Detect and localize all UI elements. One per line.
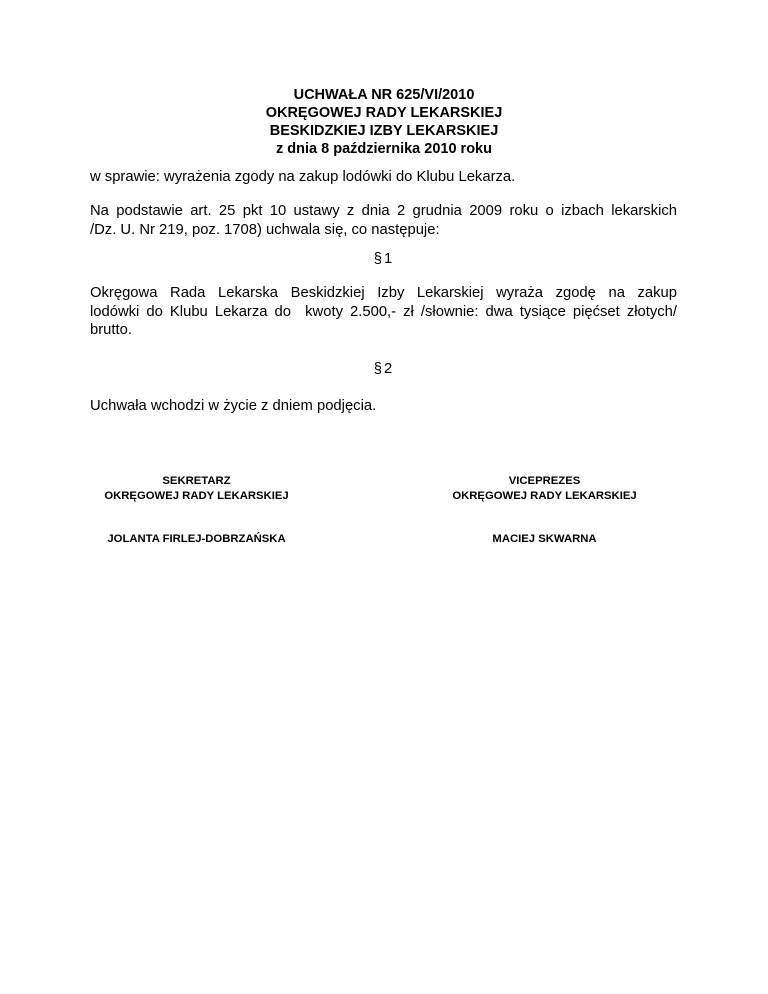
signature-left-name: JOLANTA FIRLEJ-DOBRZAŃSKA <box>107 533 286 545</box>
signature-right <box>438 474 651 547</box>
legal-basis <box>90 202 677 239</box>
section-2-body: Uchwała wchodzi w życie z dniem podjęcia. <box>90 398 377 414</box>
section-1-line-1: Okręgowa Rada Lekarska Beskidzkiej Izby Lekarskiej wyraża zgodę na zakup <box>90 285 677 301</box>
signature-right-name: MACIEJ SKWARNA <box>492 533 597 545</box>
chamber-name: BESKIDZKIEJ IZBY LEKARSKIEJ <box>269 123 499 139</box>
signature-left <box>90 474 303 547</box>
section-1-line-3: brutto. <box>90 322 132 338</box>
signature-right-body: OKRĘGOWEJ RADY LEKARSKIEJ <box>452 489 637 502</box>
resolution-number: UCHWAŁA NR 625/VI/2010 <box>293 87 475 103</box>
legal-basis-line-2: /Dz. U. Nr 219, poz. 1708) uchwala się, co następuje: <box>90 221 440 238</box>
signature-right-role: VICEPREZES <box>508 475 581 487</box>
signature-left-role: SEKRETARZ <box>162 475 231 487</box>
resolution-subject: w sprawie: wyrażenia zgody na zakup lodówki do Klubu Lekarza. <box>90 169 516 185</box>
legal-basis-line-1: Na podstawie art. 25 pkt 10 ustawy z dnia 2 grudnia 2009 roku o izbach lekarskich <box>90 203 677 219</box>
section-1-body <box>90 284 677 340</box>
section-1-line-2: lodówki do Klubu Lekarza do kwoty 2.500,- zł /słownie: dwa tysiące pięćset złotych/ <box>90 303 677 320</box>
section-1-mark: §1 <box>373 251 395 267</box>
signature-left-body: OKRĘGOWEJ RADY LEKARSKIEJ <box>104 489 289 502</box>
section-2-mark: §2 <box>373 361 395 377</box>
resolution-header <box>0 86 768 158</box>
council-name: OKRĘGOWEJ RADY LEKARSKIEJ <box>265 105 503 121</box>
resolution-date: z dnia 8 października 2010 roku <box>276 141 492 157</box>
